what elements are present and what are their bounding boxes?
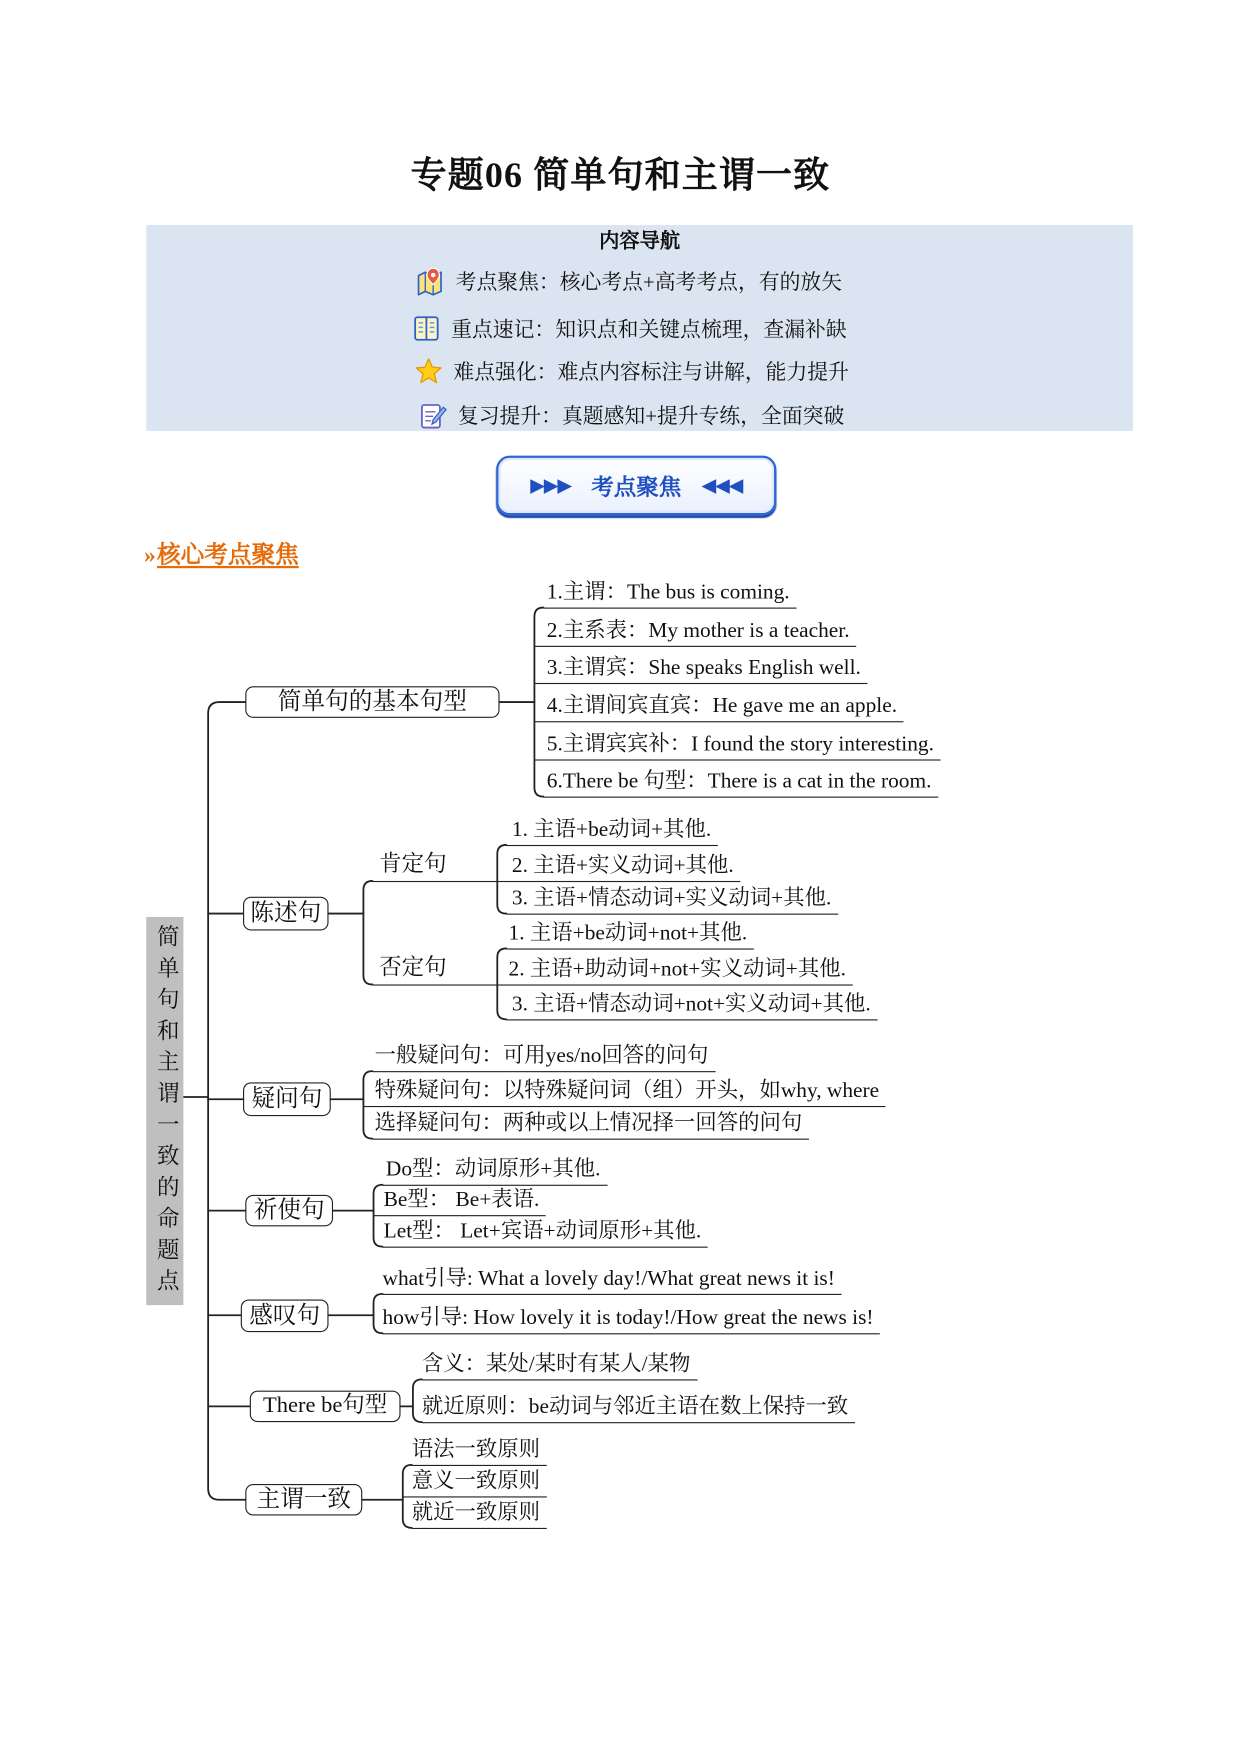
mindmap-leaf: 2. 主语+助动词+not+实义动词+其他. — [497, 956, 852, 985]
nav-item-text: 复习提升：真题感知+提升专练，全面突破 — [457, 406, 845, 429]
mindmap-leaf: Let型： Let+宾语+动词原形+其他. — [383, 1218, 708, 1247]
notepad-icon — [419, 401, 448, 430]
branch-interrogative: 疑问句 — [243, 1082, 331, 1116]
group-negative: 否定句 — [372, 952, 497, 986]
star-icon — [414, 357, 443, 386]
mindmap-leaf: 含义：某处/某时有某人/某物 — [422, 1351, 697, 1380]
trunk-line — [208, 702, 245, 1500]
section-heading-link[interactable]: 核心考点聚焦 — [156, 541, 299, 569]
bracket-line — [413, 1379, 422, 1422]
branch-declarative: 陈述句 — [243, 897, 329, 931]
left-arrows-icon: ◀◀◀ — [701, 474, 743, 497]
nav-item-key-points — [416, 266, 842, 298]
section-heading — [144, 540, 299, 569]
mindmap-leaf: 语法一致原则 — [412, 1437, 547, 1466]
bracket-line — [363, 881, 372, 985]
branch-exclamatory: 感叹句 — [241, 1299, 329, 1332]
group-affirmative: 肯定句 — [372, 848, 497, 882]
book-icon — [412, 314, 441, 343]
mindmap-leaf: 1. 主语+be动词+其他. — [506, 817, 718, 846]
mindmap-leaf: 4.主谓间宾直宾：He gave me an apple. — [534, 693, 903, 722]
double-chevron-icon: » — [144, 541, 156, 569]
mindmap-leaf: 3. 主语+情态动词+实义动词+其他. — [506, 885, 838, 914]
nav-item-text: 重点速记：知识点和关键点梳理，查漏补缺 — [451, 319, 847, 343]
mindmap-leaf: 3. 主语+情态动词+not+实义动词+其他. — [506, 991, 877, 1020]
nav-item-text: 难点强化：难点内容标注与讲解，能力提升 — [453, 362, 849, 385]
mindmap-leaf: 3.主谓宾：She speaks English well. — [534, 655, 867, 684]
nav-item-text: 考点聚焦：核心考点+高考考点，有的放矢 — [455, 272, 843, 295]
mindmap-leaf: Do型：动词原形+其他. — [383, 1157, 608, 1186]
mindmap-root: 简单句和主谓一致的命题点 — [146, 917, 183, 1305]
branch-imperative: 祈使句 — [245, 1195, 333, 1227]
mindmap-leaf: 2. 主语+实义动词+其他. — [497, 853, 740, 882]
mindmap-leaf: 特殊疑问句：以特殊疑问词（组）开头，如why, where — [363, 1078, 886, 1107]
branch-basic-sentence-patterns: 简单句的基本句型 — [245, 686, 499, 718]
key-points-banner — [496, 456, 776, 516]
bracket-line — [374, 1294, 383, 1333]
mindmap-leaf: how引导: How lovely it is today!/How great the news is! — [383, 1305, 881, 1334]
mindmap-leaf: 2.主系表：My mother is a teacher. — [534, 618, 856, 647]
mindmap-leaf: 选择疑问句：两种或以上情况择一回答的问句 — [372, 1110, 809, 1139]
mindmap-leaf: 1. 主语+be动词+not+其他. — [506, 920, 754, 949]
map-icon — [416, 267, 445, 296]
mindmap-leaf: 就近一致原则 — [412, 1500, 547, 1529]
nav-item-review — [419, 399, 845, 431]
nav-heading: 内容导航 — [599, 229, 681, 253]
mindmap-leaf: 1.主谓：The bus is coming. — [543, 579, 796, 608]
content-navigation-box — [146, 225, 1133, 431]
banner-label: 考点聚焦 — [591, 473, 682, 501]
mindmap-leaf: 5.主谓宾宾补：I found the story interesting. — [534, 731, 940, 760]
page-title: 专题06 简单句和主谓一致 — [410, 154, 831, 195]
nav-item-difficult-points — [414, 356, 849, 388]
mindmap-leaf: Be型： Be+表语. — [374, 1187, 547, 1216]
mindmap-leaf: 6.There be 句型：There is a cat in the room. — [543, 768, 938, 797]
mindmap-leaf: what引导: What a lovely day!/What great news it is! — [383, 1266, 842, 1295]
mindmap-leaf: 意义一致原则 — [403, 1468, 547, 1497]
right-arrows-icon: ▶▶▶ — [530, 474, 571, 497]
mindmap-leaf: 就近原则：be动词与邻近主语在数上保持一致 — [422, 1394, 855, 1423]
mindmap-leaf: 一般疑问句：可用yes/no回答的问句 — [372, 1043, 715, 1072]
nav-item-quick-notes — [412, 313, 847, 345]
branch-there-be: There be句型 — [250, 1391, 401, 1423]
branch-subject-verb-agreement: 主谓一致 — [245, 1484, 362, 1516]
